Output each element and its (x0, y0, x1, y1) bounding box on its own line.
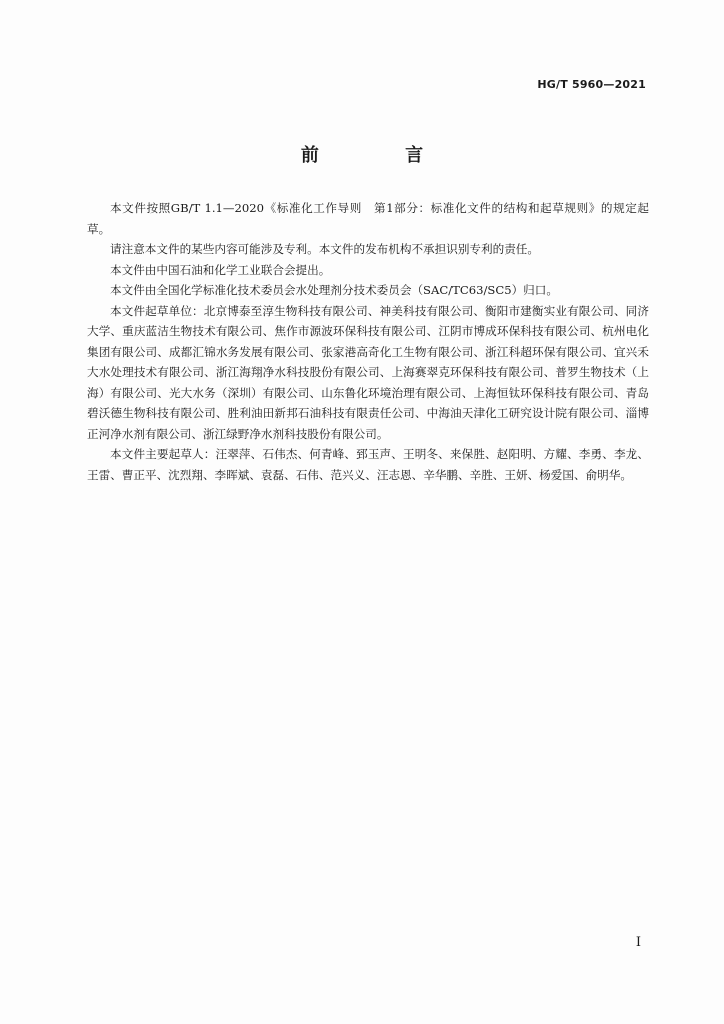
paragraph-technical-committee: 本文件由全国化学标准化技术委员会水处理剂分技术委员会（SAC/TC63/SC5）归口。 (110, 283, 558, 297)
page-number: I (635, 935, 641, 950)
paragraph-drafting-organizations: 本文件起草单位：北京博泰至淳生物科技有限公司、神美科技有限公司、衡阳市建衡实业有限公司、同济大学、重庆蓝洁生物技术有限公司、焦作市源波环保科技有限公司、江阴市博成环保科技有限公司、杭州电化集团有限公司、成都汇锦水务发展有限公司、张家港高奇化工生物有限公司、浙江科超环保有限公司、宜兴禾大水处理技术有限公司、浙江海翔净水科技股份有限公司、上海赛翠克环保科技有限公司、普罗生物技术（上海）有限公司、光大水务（深圳）有限公司、山东鲁化环境治理有限公司、上海恒钛环保科技有限公司、青岛碧沃德生物科技有限公司、胜利油田新邦石油科技有限责任公司、中海油天津化工研究设计院有限公司、淄博正河净水剂有限公司、浙江绿野净水剂科技股份有限公司。 (87, 303, 649, 441)
paragraph-drafting-rules: 本文件按照GB/T 1.1—2020《标准化工作导则 第1部分：标准化文件的结构和起草规则》的规定起草。 (87, 201, 649, 236)
standard-code: HG/T 5960—2021 (537, 78, 646, 91)
page-title: 前 言 (300, 145, 464, 166)
paragraph-proposer: 本文件由中国石油和化学工业联合会提出。 (110, 262, 331, 277)
paragraph-main-drafters: 本文件主要起草人：汪翠萍、石伟杰、何青峰、郅玉声、王明冬、来保胜、赵阳明、方耀、李勇、李龙、王雷、曹正平、沈烈翔、李晖斌、袁磊、石伟、范兴义、汪志恩、辛华鹏、辛胜、王妍、杨爱国、俞明华。 (87, 447, 649, 482)
paragraph-patent-notice: 请注意本文件的某些内容可能涉及专利。本文件的发布机构不承担识别专利的责任。 (110, 242, 539, 256)
document-body (87, 198, 649, 485)
